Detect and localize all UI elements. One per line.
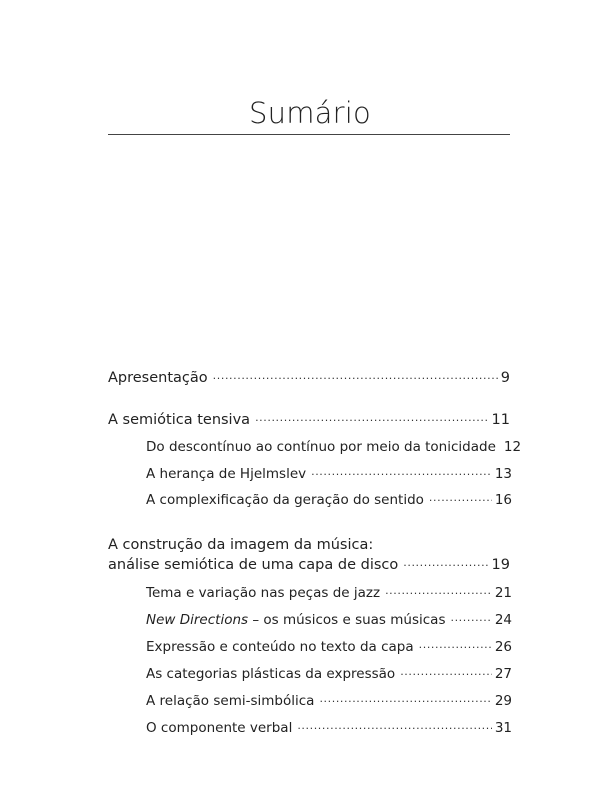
toc-entry-label: Apresentação xyxy=(108,370,208,386)
dot-leader xyxy=(255,410,488,424)
toc-entry-label: análise semiótica de uma capa de disco xyxy=(108,557,399,573)
toc-entry-label: A herança de Hjelmslev xyxy=(146,466,307,482)
dot-leader xyxy=(213,368,498,382)
toc-entry-page: 24 xyxy=(494,612,512,628)
toc-subentry[interactable] xyxy=(146,464,512,484)
toc-entry-italic-title: New Directions xyxy=(146,612,249,628)
dot-leader xyxy=(403,555,488,569)
toc-entry-label: Do descontínuo ao contínuo por meio da tonicidade xyxy=(146,439,496,455)
toc-entry-label xyxy=(146,610,445,630)
dot-leader xyxy=(385,583,492,597)
toc-subentry[interactable] xyxy=(146,610,512,630)
dot-leader xyxy=(450,610,491,624)
toc-subentry[interactable] xyxy=(146,691,512,711)
dot-leader xyxy=(311,464,492,478)
toc-entry-label: As categorias plásticas da expressão xyxy=(146,666,396,682)
toc-entry[interactable] xyxy=(108,555,510,575)
dot-leader xyxy=(419,637,492,651)
toc-entry-page: 27 xyxy=(494,666,512,682)
dot-leader xyxy=(429,490,492,504)
toc-entry[interactable] xyxy=(108,410,510,430)
toc-subentry[interactable] xyxy=(146,664,512,684)
toc-entry-label: A complexificação da geração do sentido xyxy=(146,492,424,508)
toc-entry-page: 19 xyxy=(491,557,510,573)
dot-leader xyxy=(400,664,492,678)
page-title: Sumário xyxy=(249,96,371,130)
toc-subentry[interactable] xyxy=(146,718,512,738)
dot-leader xyxy=(297,718,491,732)
toc-entry-label: Expressão e conteúdo no texto da capa xyxy=(146,639,414,655)
toc-entry-label: Tema e variação nas peças de jazz xyxy=(146,585,381,601)
toc-entry-page: 9 xyxy=(500,370,510,386)
toc-subentry[interactable] xyxy=(146,637,512,657)
toc-entry-page: 12 xyxy=(503,439,522,455)
toc-subentry[interactable] xyxy=(146,437,522,457)
toc-entry-label: A relação semi-simbólica xyxy=(146,693,315,709)
toc-entry-label: A semiótica tensiva xyxy=(108,412,251,428)
toc-subentry[interactable] xyxy=(146,583,512,603)
toc-entry-page: 16 xyxy=(494,492,512,508)
toc-entry-page: 11 xyxy=(491,412,510,428)
toc-entry-page: 26 xyxy=(494,639,512,655)
toc-entry-page: 21 xyxy=(494,585,512,601)
toc-entry-label-rest: – os músicos e suas músicas xyxy=(248,612,446,628)
toc-entry-page: 13 xyxy=(494,466,512,482)
toc-subentry[interactable] xyxy=(146,490,512,510)
toc-entry-label: O componente verbal xyxy=(146,720,293,736)
dot-leader xyxy=(319,691,491,705)
toc-entry-page: 29 xyxy=(494,693,512,709)
toc-entry[interactable] xyxy=(108,368,510,388)
toc-entry-page: 31 xyxy=(494,720,512,736)
toc-entry-label-line1: A construção da imagem da música: xyxy=(108,537,374,553)
